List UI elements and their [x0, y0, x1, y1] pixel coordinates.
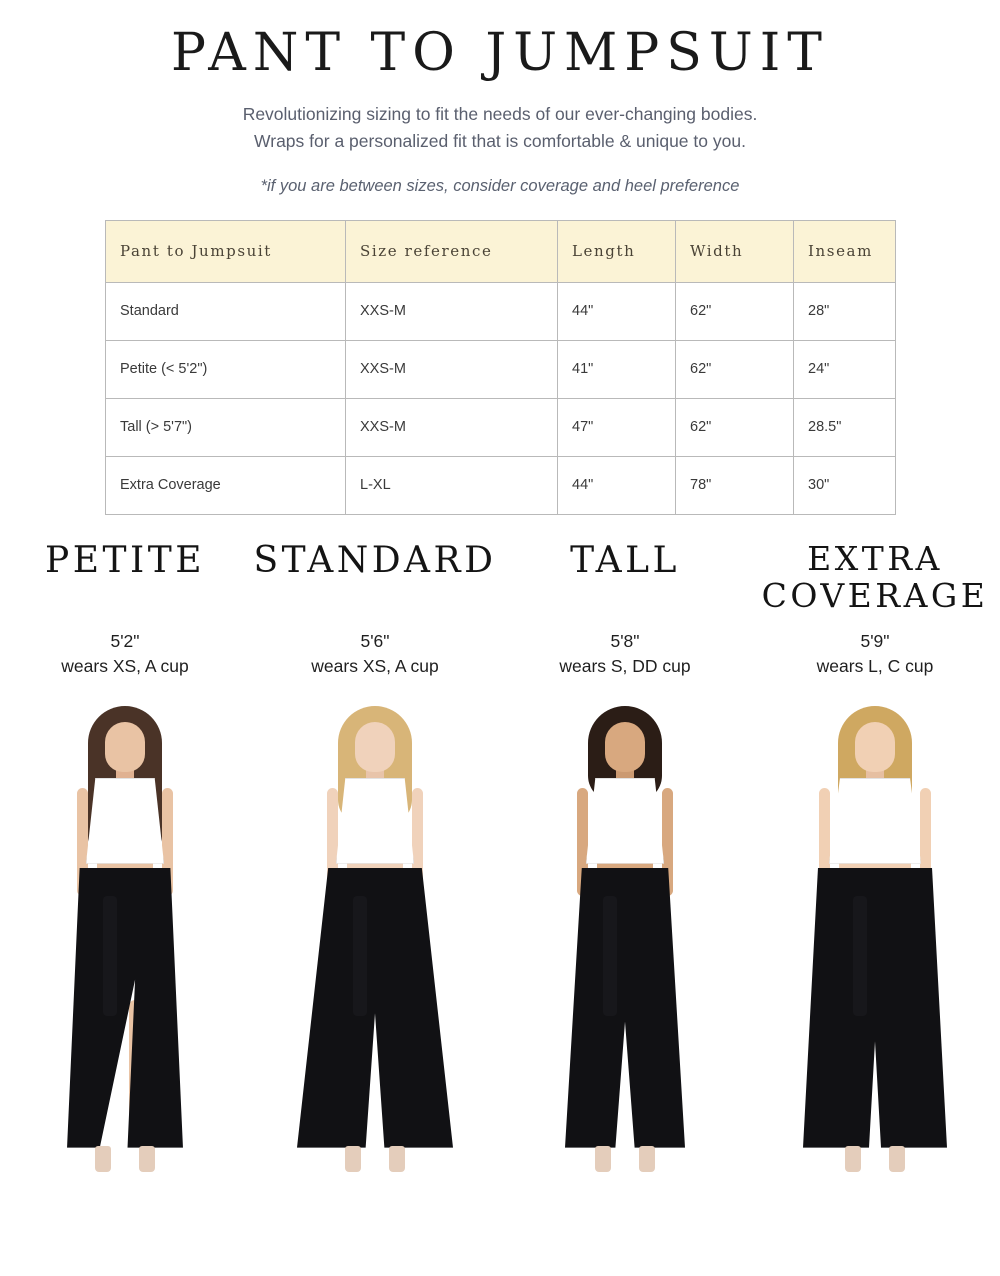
- shoe-right: [889, 1146, 905, 1172]
- model-label-standard: STANDARD: [253, 539, 497, 581]
- model-height: 5'6": [360, 630, 390, 651]
- wrap-tie: [103, 896, 117, 1016]
- table-row: [106, 398, 896, 456]
- model-gallery: [0, 538, 1000, 1180]
- model-wears: wears XS, A cup: [311, 656, 439, 677]
- cell-inseam: 28": [794, 282, 896, 340]
- cell-length: 44": [558, 456, 676, 514]
- cell-fit-name: Standard: [106, 282, 346, 340]
- sizing-note: *if you are between sizes, consider coverage and heel preference: [260, 176, 740, 195]
- subtitle-line-2: Wraps for a personalized fit that is comfortable & unique to you.: [254, 130, 746, 151]
- model-meta-petite: [61, 629, 188, 680]
- table-header-row: [106, 220, 896, 282]
- model-wears: wears XS, A cup: [61, 656, 189, 677]
- face-shape: [105, 722, 145, 772]
- black-wrap-pant: [297, 868, 453, 1148]
- model-photo-standard: [250, 700, 500, 1180]
- shoe-right: [139, 1146, 155, 1172]
- column-header-width: Width: [676, 220, 794, 282]
- wrap-tie: [603, 896, 617, 1016]
- wrap-tie: [353, 896, 367, 1016]
- subtitle-block: [0, 101, 1000, 155]
- cell-length: 41": [558, 340, 676, 398]
- model-label-extra-coverage: EXTRA COVERAGE: [761, 538, 989, 615]
- cell-inseam: 30": [794, 456, 896, 514]
- cell-inseam: 24": [794, 340, 896, 398]
- model-column-extra-coverage: [750, 538, 1000, 1180]
- model-label-tall: TALL: [570, 539, 680, 581]
- column-header-length: Length: [558, 220, 676, 282]
- size-chart-table: [105, 220, 896, 515]
- cell-length: 47": [558, 398, 676, 456]
- cell-size-reference: L-XL: [346, 456, 558, 514]
- shoe-left: [595, 1146, 611, 1172]
- face-shape: [855, 722, 895, 772]
- model-height: 5'2": [110, 630, 140, 651]
- white-halter-top: [336, 778, 414, 864]
- model-wears: wears L, C cup: [816, 656, 934, 677]
- cell-inseam: 28.5": [794, 398, 896, 456]
- white-halter-top: [586, 778, 664, 864]
- face-shape: [605, 722, 645, 772]
- black-wrap-pant: [800, 868, 950, 1148]
- shoe-left: [345, 1146, 361, 1172]
- face-shape: [355, 722, 395, 772]
- page-title: PANT TO JUMPSUIT: [171, 23, 829, 83]
- cell-fit-name: Tall (> 5'7"): [106, 398, 346, 456]
- cell-width: 62": [676, 398, 794, 456]
- shoe-right: [639, 1146, 655, 1172]
- cell-fit-name: Petite (< 5'2"): [106, 340, 346, 398]
- model-photo-tall: [500, 700, 750, 1180]
- size-table-wrapper: [105, 220, 895, 515]
- model-label-petite: PETITE: [44, 539, 206, 581]
- black-wrap-pant: [565, 868, 685, 1148]
- shoe-left: [95, 1146, 111, 1172]
- cell-fit-name: Extra Coverage: [106, 456, 346, 514]
- cell-length: 44": [558, 282, 676, 340]
- model-photo-extra-coverage: [750, 700, 1000, 1180]
- table-row: [106, 456, 896, 514]
- black-wrap-pant: [62, 868, 188, 1148]
- cell-width: 62": [676, 282, 794, 340]
- model-height: 5'9": [860, 630, 890, 651]
- column-header-size-reference: Size reference: [346, 220, 558, 282]
- subtitle-line-1: Revolutionizing sizing to fit the needs of our ever-changing bodies.: [242, 103, 758, 124]
- cell-size-reference: XXS-M: [346, 340, 558, 398]
- model-wears: wears S, DD cup: [559, 656, 691, 677]
- model-meta-tall: [559, 629, 690, 680]
- wrap-tie: [853, 896, 867, 1016]
- shoe-left: [845, 1146, 861, 1172]
- column-header-name: Pant to Jumpsuit: [106, 220, 346, 282]
- white-halter-top: [829, 778, 921, 864]
- cell-width: 78": [676, 456, 794, 514]
- white-halter-top: [86, 778, 164, 864]
- cell-width: 62": [676, 340, 794, 398]
- table-row: [106, 340, 896, 398]
- model-column-petite: [0, 541, 250, 1180]
- model-column-standard: [250, 541, 500, 1180]
- model-photo-petite: [0, 700, 250, 1180]
- model-meta-extra-coverage: [817, 629, 934, 680]
- column-header-inseam: Inseam: [794, 220, 896, 282]
- model-height: 5'8": [610, 630, 640, 651]
- model-column-tall: [500, 541, 750, 1180]
- shoe-right: [389, 1146, 405, 1172]
- table-row: [106, 282, 896, 340]
- cell-size-reference: XXS-M: [346, 282, 558, 340]
- table-body: [106, 282, 896, 514]
- table-row: [106, 220, 896, 282]
- cell-size-reference: XXS-M: [346, 398, 558, 456]
- model-meta-standard: [311, 629, 438, 680]
